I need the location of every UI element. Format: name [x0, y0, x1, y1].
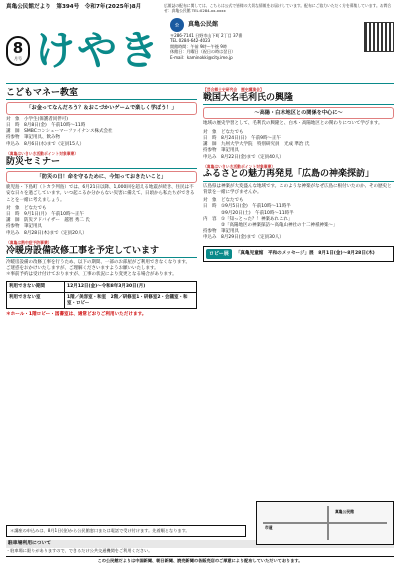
exhibit-badge: ロビー展: [206, 249, 232, 259]
furusato-line: 内 容 ①「知っとった？！神楽あれこれ」: [203, 216, 293, 222]
map-label: 市道: [265, 525, 273, 530]
furusato-line: 持参物 筆記用具: [203, 229, 239, 235]
masthead: [6, 18, 394, 84]
parking-text: ・駐車場に限りがありますので、できるだけ公共交通機関をご利用ください。: [6, 548, 153, 554]
month-number: 8: [12, 38, 24, 57]
contact-line: 休館日：月曜日（祝日の時は翌日）: [170, 49, 236, 55]
cooling-title: 冷暖房設備改修工事を予定しています: [6, 246, 197, 258]
rekishi-tag: 【芸合郷土史研究会 歴史講演会】: [203, 87, 264, 92]
cooling-notice: ＊ホール・1階ロビー・図書室は、通常どおりご利用いただけます。: [6, 312, 147, 318]
bosai-line: 講 師 防災アドバイザー 越智 秀二 氏: [6, 218, 90, 224]
bosai-section: [6, 152, 197, 237]
rekishi-line: 講 師 九州大学大学院 特別研究員 光成 準治 氏: [203, 142, 310, 148]
furusato-tag: （真亀はいきいき活動ポイント対象事業）: [203, 163, 276, 169]
left-column: [6, 88, 197, 318]
table-row: [7, 293, 196, 308]
bosai-intro: 鹿児島・下島町（トカラ列島）では、6月21日以降、1,000回を超える地震が続き、住民は不安な日々を過ごしています。いつ起こるか分からない災害に備えて、日頃から私たちができることを一緒に考えましょう。: [6, 185, 195, 203]
map-road: [263, 522, 387, 524]
schedule-label: 利用できない室: [7, 293, 65, 308]
furusato-line: 日 時 ①9月5日(金) 午前10時～11時半: [203, 204, 291, 210]
bosai-title: 防災セミナー: [6, 157, 197, 169]
furusato-intro: 広島県は神楽が大変盛んな地域です。このような神楽がなぜ広島に根付いたのか、その歴史と背景を一緒に学びませんか。: [203, 183, 392, 195]
contact-line: 開館時間：午前 9時～午後 9時: [170, 43, 227, 49]
content-columns: [6, 88, 394, 318]
kodomo-line: 申込み 8月6日(水)まで（定員15人）: [6, 141, 84, 147]
reservation-note: ＊講座の申込みは、8月1日(金)から公民館窓口または電話で受け付けます。先着順となります。: [6, 525, 246, 537]
contact-line: 〒286-7141 日野市山下町 2丁目 37番: [170, 33, 243, 38]
rekishi-line: 日 時 8月24日(日) 午前9時～正午: [203, 135, 281, 141]
org-name: 真亀公民館: [188, 21, 219, 29]
kodomo-line: 対 象 小学生(保護者同伴可): [6, 116, 69, 122]
bosai-line: 日 時 9月1日(月) 午前10時～正午: [6, 212, 84, 218]
cooling-line: ＊事前予約は受け付けておりますが、工事の状況により変更となる場合があります。: [6, 272, 177, 278]
parking-title: 駐車場利用について: [6, 540, 394, 548]
top-strip: [6, 4, 394, 18]
map-road: [327, 506, 329, 540]
furusato-section: [203, 165, 394, 242]
schedule-label: 利用できない期間: [7, 282, 65, 292]
furusato-line: 申込み 8月29日(金)まで（定員30人）: [203, 235, 284, 241]
kodomo-title: こどもマネー教室: [6, 88, 197, 100]
bottom-section: [6, 509, 394, 563]
cooling-line: 冷暖房設備の改修工事を行うため、以下の期間、一部のお部屋がご利用できなくなります。: [6, 259, 190, 265]
org-logo-icon: 公: [170, 18, 184, 32]
cooling-tag: （真亀は熱中症予防事業）: [6, 239, 52, 245]
exhibit-text: 「真亀児童館 平和のメッセージ」展 8月1日(金)～8月28日(木): [235, 250, 375, 256]
contact-info: [164, 18, 394, 83]
kodomo-line: 講 師 SMBCコンシューマーファイナンス株式会社: [6, 129, 113, 135]
newsletter-title: けやき: [35, 26, 161, 74]
schedule-value: 1階／美容室・和室 2階／研修室1・研修室2・会議室・和室・ロビー: [67, 295, 188, 306]
map-label: 真亀公民館: [335, 509, 354, 514]
notice-line: 広報誌の配布に関しては、こちらは公式で皆様の大切な情報をお届けしています。配布にご協力いただく方を募集しています。お問合せ：真亀公民館 TEL:0284-xx-xxxx: [164, 3, 392, 13]
footer-note: この公民館だよりは中国新聞、朝日新聞、読売新聞の各販売店のご厚意により配布していただいております。: [6, 556, 394, 563]
rekishi-section: [203, 88, 394, 161]
furusato-line: ②「高陽地区の神楽探訪～高亀山神社の十二神祇神楽～」: [203, 222, 338, 228]
schedule-table: [6, 281, 197, 309]
rekishi-line: 申込み 8月22日(金)まで（定員40人）: [203, 154, 284, 160]
access-map: [256, 501, 394, 545]
furusato-line: 対 象 どなたでも: [203, 198, 244, 204]
schedule-value: 12月12日(金)～令和8年3月30日(月): [67, 284, 146, 290]
furusato-line: ②9月20日(土) 午前10時～11時半: [203, 210, 294, 216]
rekishi-title: 戦国大名毛利氏の興隆: [203, 93, 394, 105]
furusato-title: ふるさとの魅力再発見「広島の神楽探訪」: [203, 169, 394, 181]
logo: [6, 18, 164, 83]
lobby-exhibit: [203, 246, 394, 262]
bosai-line: 対 象 どなたでも: [6, 205, 47, 211]
bosai-tag: （真亀はいきいき活動ポイント対象事業）: [6, 150, 79, 156]
rekishi-line: 対 象 どなたでも: [203, 129, 244, 135]
kodomo-section: [6, 88, 197, 148]
table-row: [7, 282, 196, 293]
right-column: [203, 88, 394, 318]
bosai-line: 申込み 8月28日(木)まで（定員20人）: [6, 230, 87, 236]
cooling-line: ご迷惑をおかけいたしますが、ご理解くださいますようお願いいたします。: [6, 266, 159, 272]
kodomo-line: 持参物 筆記用具、飲み物: [6, 135, 60, 141]
rekishi-line: 持参物 筆記用具: [203, 148, 239, 154]
qr-code-icon[interactable]: [364, 22, 394, 52]
kodomo-catch: 「お金ってなんだろう？＆おこづかいゲームで楽しく学ぼう！」: [6, 102, 197, 115]
kodomo-line: 日 時 8月8日(金) 午前10時～11時: [6, 122, 86, 128]
cooling-section: [6, 241, 197, 318]
month-badge: [6, 36, 30, 66]
rekishi-subtitle: ～高陽・白木地区との関係を中心に～: [203, 107, 394, 120]
contact-line: TEL 0284-642-4023: [170, 38, 211, 44]
issue-line: 真亀公民館だより 第394号 令和7年(2025年)8月: [6, 4, 142, 10]
org-row: [170, 18, 394, 32]
bosai-catch: 「防災の日！命を守るために、今知っておきたいこと」: [6, 171, 197, 184]
contact-line: E-mail：kaminokki@city.ime.jp: [170, 54, 233, 60]
month-label: 月号: [14, 55, 22, 61]
rekishi-intro: 地域の歴史学習として、毛利氏の興隆と、白木・高陽地区との関わりについて学びます。: [203, 121, 383, 127]
bosai-line: 持参物 筆記用具: [6, 224, 42, 230]
